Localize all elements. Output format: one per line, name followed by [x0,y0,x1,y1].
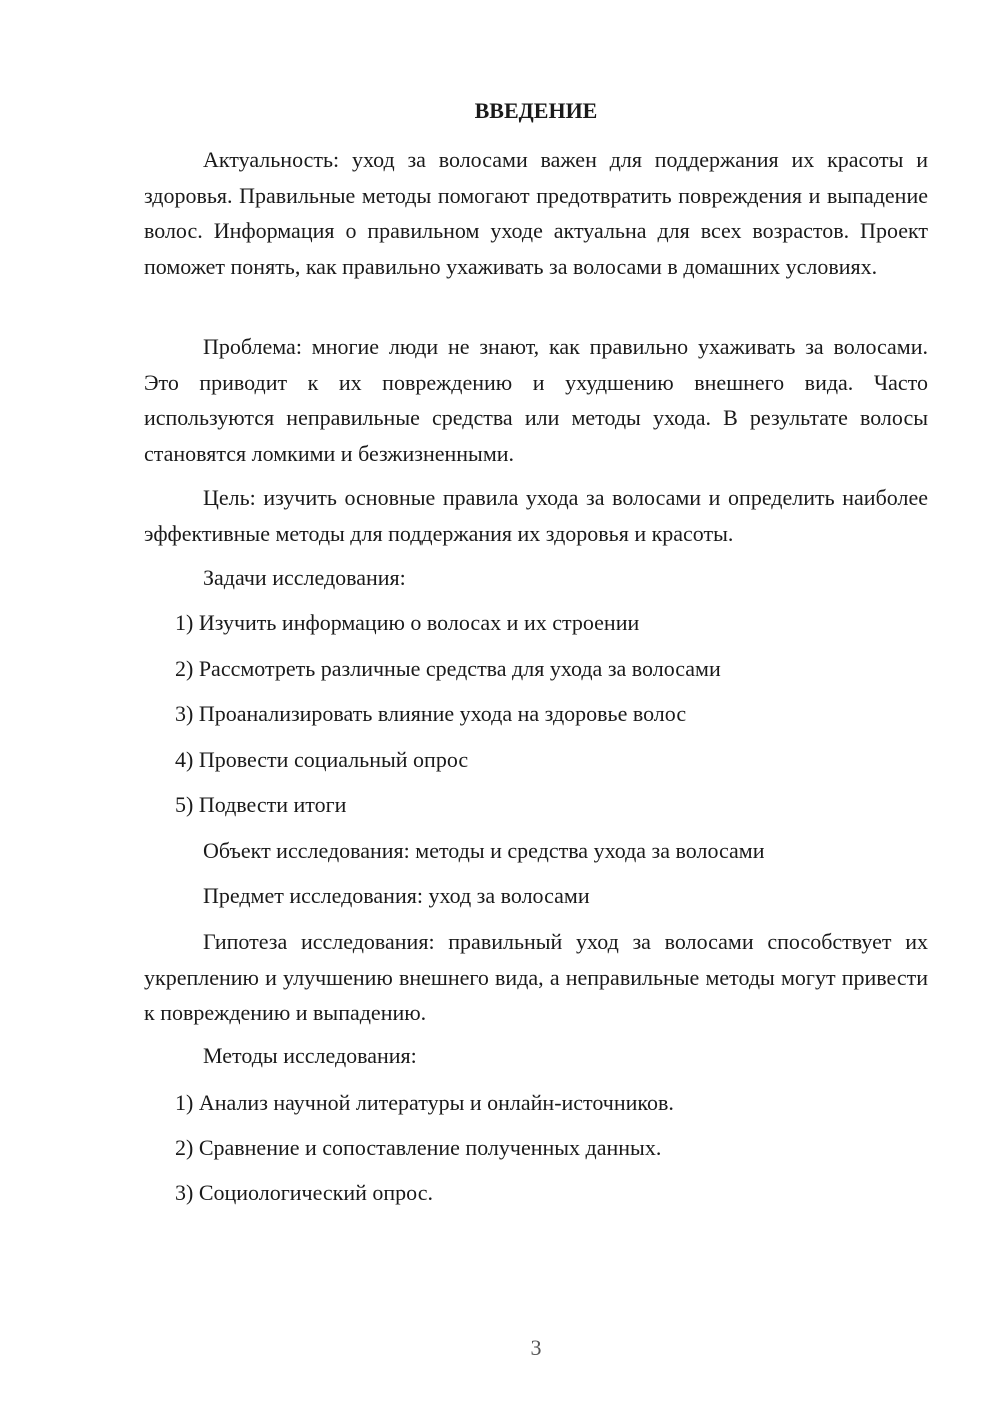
goal-paragraph: Цель: изучить основные правила ухода за волосами и определить наиболее эффективные методы для поддержания их здоровья и красоты. [144,485,928,546]
hypothesis-paragraph: Гипотеза исследования: правильный уход за волосами способствует их укреплению и улучшению внешнего вида, а неправильные методы могут привести к повреждению и выпадению. [144,929,928,1025]
page-number: 3 [530,1335,542,1360]
method-item: 1) Анализ научной литературы и онлайн-источников. [175,1090,674,1115]
task-item: 4) Провести социальный опрос [175,747,469,772]
relevance-paragraph: Актуальность: уход за волосами важен для поддержания их красоты и здоровья. Правильные методы помогают предотвратить повреждения и выпадение волос. Информация о правильном уходе актуальна для всех возрастов. Проект поможет понять, как правильно ухаживать за волосами в домашних условиях. [144,147,928,279]
task-item: 1) Изучить информацию о волосах и их строении [175,610,640,635]
method-item: 2) Сравнение и сопоставление полученных данных. [175,1135,662,1160]
problem-paragraph: Проблема: многие люди не знают, как правильно ухаживать за волосами. Это приводит к их повреждению и ухудшению внешнего вида. Часто используются неправильные средства или методы ухода. В результате волосы становятся ломкими и безжизненными. [144,334,928,466]
document-page [144,0,928,1414]
methods-heading: Методы исследования: [203,1043,417,1068]
tasks-heading: Задачи исследования: [203,565,406,590]
task-item: 2) Рассмотреть различные средства для ухода за волосами [175,656,721,681]
section-title: ВВЕДЕНИЕ [474,98,598,123]
task-item: 3) Проанализировать влияние ухода на здоровье волос [175,701,687,726]
task-item: 5) Подвести итоги [175,792,347,817]
method-item: 3) Социологический опрос. [175,1180,433,1205]
subject-line: Предмет исследования: уход за волосами [203,883,590,908]
object-line: Объект исследования: методы и средства ухода за волосами [203,838,765,863]
